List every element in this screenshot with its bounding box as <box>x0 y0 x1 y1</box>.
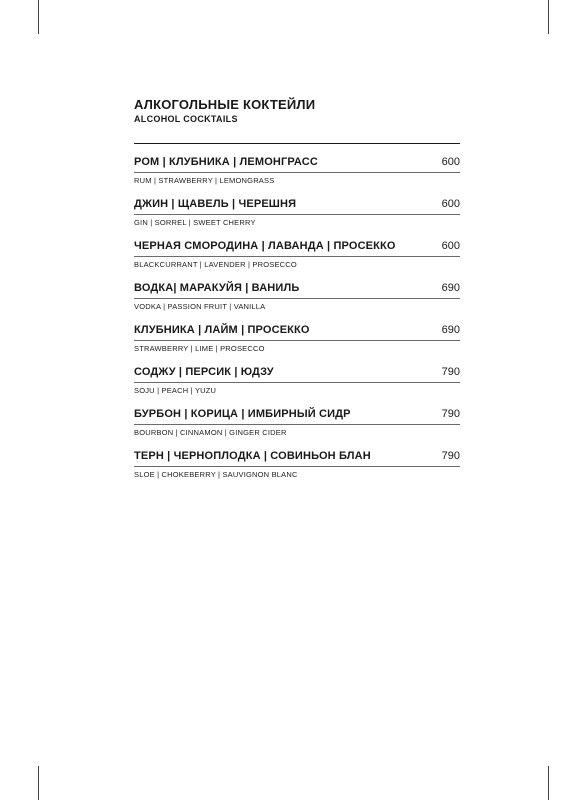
menu-item <box>134 240 460 270</box>
menu-item <box>134 324 460 354</box>
menu-item-ingredients: BLACKCURRANT | LAVENDER | PROSECCO <box>134 260 297 269</box>
menu-item-name: СОДЖУ | ПЕРСИК | ЮДЗУ <box>134 366 274 378</box>
menu-item-header <box>134 324 460 341</box>
menu-item-price: 690 <box>441 282 460 294</box>
menu-item-name: ЧЕРНАЯ СМОРОДИНА | ЛАВАНДА | ПРОСЕККО <box>134 240 396 252</box>
menu-item <box>134 408 460 438</box>
menu-item-ingredients: BOURBON | CINNAMON | GINGER CIDER <box>134 428 287 437</box>
menu-item-header <box>134 240 460 257</box>
menu-item <box>134 366 460 396</box>
menu-item-price: 690 <box>441 324 460 336</box>
menu-item-ingredients: STRAWBERRY | LIME | PROSECCO <box>134 344 265 353</box>
menu-item-header <box>134 366 460 383</box>
menu-item <box>134 282 460 312</box>
menu-item-name: КЛУБНИКА | ЛАЙМ | ПРОСЕККО <box>134 324 310 336</box>
menu-item-name: ТЕРН | ЧЕРНОПЛОДКА | СОВИНЬОН БЛАН <box>134 450 371 462</box>
menu-item-ingredients: SLOE | CHOKEBERRY | SAUVIGNON BLANC <box>134 470 298 479</box>
crop-mark-bottom-right <box>548 766 549 800</box>
menu-item-price: 600 <box>441 240 460 252</box>
menu-item-price: 600 <box>441 198 460 210</box>
menu-item-header <box>134 408 460 425</box>
menu-item-name: ДЖИН | ЩАВЕЛЬ | ЧЕРЕШНЯ <box>134 198 297 210</box>
section-divider <box>134 143 460 144</box>
menu-item-header <box>134 450 460 467</box>
crop-mark-bottom-left <box>38 766 39 800</box>
menu-item-price: 790 <box>441 408 460 420</box>
menu-item-ingredients: GIN | SORREL | SWEET CHERRY <box>134 218 256 227</box>
menu-item-ingredients: VODKA | PASSION FRUIT | VANILLA <box>134 302 266 311</box>
crop-mark-top-left <box>38 0 39 34</box>
menu-item-price: 790 <box>441 366 460 378</box>
menu-item-header <box>134 156 460 173</box>
menu-item-ingredients: RUM | STRAWBERRY | LEMONGRASS <box>134 176 275 185</box>
menu-item-price: 790 <box>441 450 460 462</box>
menu-item-header <box>134 198 460 215</box>
crop-mark-top-right <box>548 0 549 34</box>
menu-item <box>134 156 460 186</box>
menu-item <box>134 198 460 228</box>
section-title: АЛКОГОЛЬНЫЕ КОКТЕЙЛИ <box>134 97 316 112</box>
menu-item-price: 600 <box>441 156 460 168</box>
menu-item <box>134 450 460 480</box>
menu-item-ingredients: SOJU | PEACH | YUZU <box>134 386 217 395</box>
cocktail-menu <box>134 98 460 480</box>
menu-items <box>134 156 460 480</box>
menu-item-name: ВОДКА| МАРАКУЙЯ | ВАНИЛЬ <box>134 282 300 294</box>
menu-item-name: РОМ | КЛУБНИКА | ЛЕМОНГРАСС <box>134 156 318 168</box>
section-subtitle: ALCOHOL COCKTAILS <box>134 114 238 124</box>
menu-item-header <box>134 282 460 299</box>
menu-item-name: БУРБОН | КОРИЦА | ИМБИРНЫЙ СИДР <box>134 408 351 420</box>
